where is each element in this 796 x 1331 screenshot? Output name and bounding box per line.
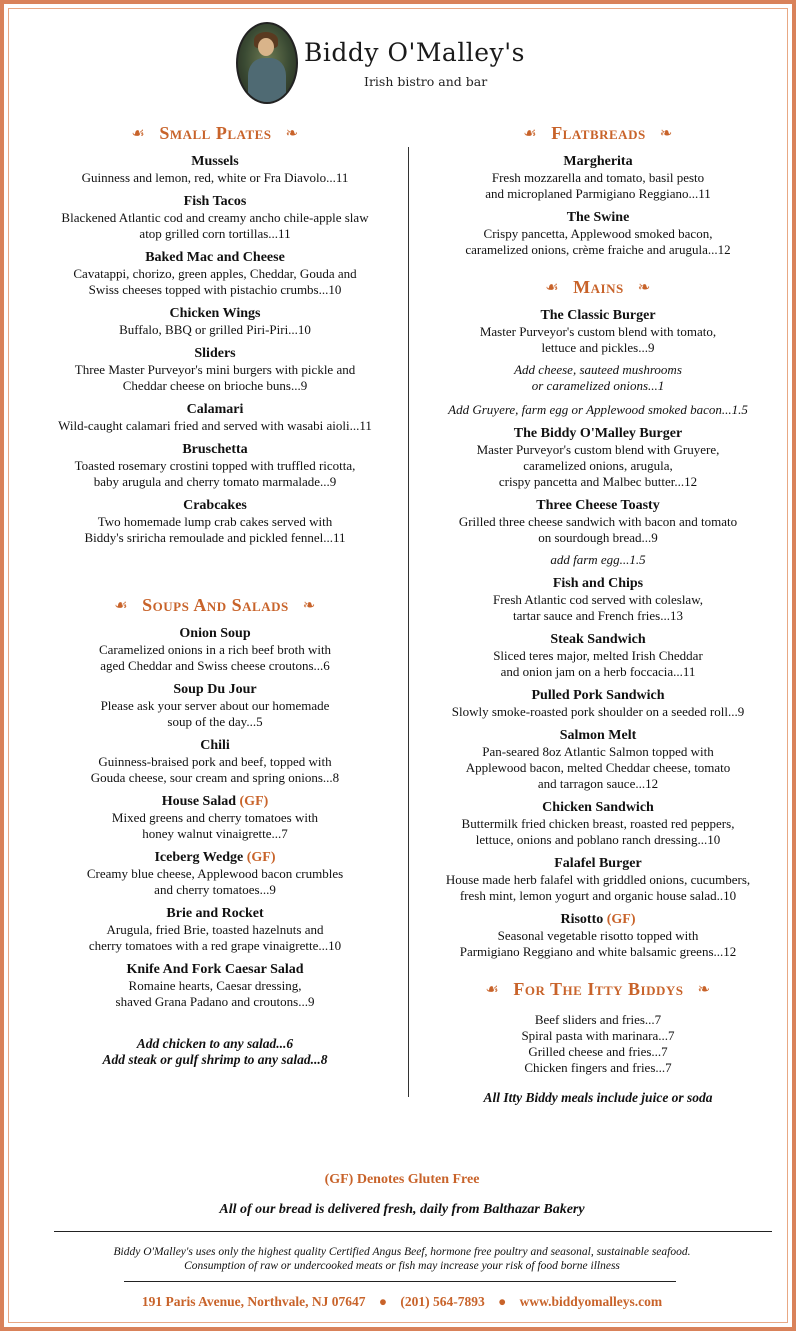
item-desc: lettuce, onions and poblano ranch dressing...10 xyxy=(475,832,721,847)
note-line: Add cheese, sauteed mushrooms xyxy=(514,362,682,377)
item-name: Mussels xyxy=(191,154,239,169)
item-desc: caramelized onions, arugula, xyxy=(523,458,673,473)
section-title: Flatbreads xyxy=(551,122,646,143)
kids-item: Chicken fingers and fries...7 xyxy=(524,1060,672,1075)
item-desc: Toasted rosemary crostini topped with truffled ricotta, xyxy=(74,458,356,473)
itty-biddys-list xyxy=(416,1012,780,1076)
item-desc: Pan-seared 8oz Atlantic Salmon topped with xyxy=(482,744,714,759)
item-desc: Slowly smoke-roasted pork shoulder on a seeded roll...9 xyxy=(451,704,745,719)
item-desc: crispy pancetta and Malbec butter...12 xyxy=(498,474,698,489)
menu-item-small-plate xyxy=(24,402,406,434)
soups-salads-list xyxy=(24,626,406,1010)
item-desc: Romaine hearts, Caesar dressing, xyxy=(128,978,302,993)
fine-print xyxy=(4,1245,796,1273)
item-desc: atop grilled corn tortillas...11 xyxy=(139,226,291,241)
item-name: Falafel Burger xyxy=(554,856,642,871)
menu-item-small-plate xyxy=(24,442,406,490)
item-desc: honey walnut vinaigrette...7 xyxy=(142,826,288,841)
gluten-free-legend: (GF) Denotes Gluten Free xyxy=(324,1172,480,1187)
bullet-icon: ● xyxy=(498,1294,507,1309)
gluten-free-badge: (GF) xyxy=(239,794,269,809)
menu-item-soup-salad xyxy=(24,626,406,674)
item-desc: lettuce and pickles...9 xyxy=(541,340,655,355)
item-desc: baby arugula and cherry tomato marmalade...9 xyxy=(93,474,337,489)
item-desc: soup of the day...5 xyxy=(167,714,263,729)
item-desc: Please ask your server about our homemade xyxy=(100,698,330,713)
item-desc: Fresh mozzarella and tomato, basil pesto xyxy=(491,170,705,185)
item-name: Sliders xyxy=(194,346,236,361)
column-divider xyxy=(408,147,409,1097)
phone-link[interactable]: (201) 564-7893 xyxy=(400,1294,485,1309)
item-desc: and microplaned Parmigiano Reggiano...11 xyxy=(485,186,711,201)
menu-item-soup-salad xyxy=(24,850,406,898)
menu-item-small-plate xyxy=(24,250,406,298)
fine-print-line: Consumption of raw or undercooked meats or fish may increase your risk of food borne illness xyxy=(184,1260,620,1272)
item-desc: and tarragon sauce...12 xyxy=(537,776,659,791)
item-desc: tartar sauce and French fries...13 xyxy=(512,608,683,623)
item-desc: Biddy's sriricha remoulade and pickled fennel...11 xyxy=(84,530,346,545)
note-line: or caramelized onions...1 xyxy=(531,378,665,393)
item-desc: aged Cheddar and Swiss cheese croutons...6 xyxy=(100,658,330,673)
kids-item: Grilled cheese and fries...7 xyxy=(528,1044,668,1059)
menu-item-main xyxy=(416,498,780,568)
menu-item-main xyxy=(416,912,780,960)
item-note: add farm egg...1.5 xyxy=(550,552,646,567)
menu-item-small-plate xyxy=(24,498,406,546)
swirl-right-icon: ❧ xyxy=(637,279,651,296)
menu-item-small-plate xyxy=(24,194,406,242)
section-heading-soups-salads xyxy=(24,592,406,618)
item-desc: Master Purveyor's custom blend with Gruyere, xyxy=(476,442,720,457)
item-desc: Mixed greens and cherry tomatoes with xyxy=(111,810,319,825)
item-name: Onion Soup xyxy=(179,626,251,641)
menu-item-main xyxy=(416,800,780,848)
menu-item-main xyxy=(416,728,780,792)
menu-item-flatbread xyxy=(416,154,780,202)
item-note xyxy=(416,362,780,394)
mains-list xyxy=(416,426,780,960)
item-desc: Cavatappi, chorizo, green apples, Cheddar, Gouda and xyxy=(73,266,357,281)
address: 191 Paris Avenue, Northvale, NJ 07647 xyxy=(141,1294,366,1309)
item-desc: Creamy blue cheese, Applewood bacon crumbles xyxy=(86,866,344,881)
item-desc: fresh mint, lemon yogurt and organic house salad..10 xyxy=(459,888,737,903)
item-name: Bruschetta xyxy=(182,442,248,457)
menu-item-soup-salad xyxy=(24,962,406,1010)
swirl-left-icon: ☙ xyxy=(523,125,538,142)
website-link[interactable]: www.biddyomalleys.com xyxy=(519,1294,663,1309)
portrait-icon xyxy=(236,22,298,104)
menu-item-main xyxy=(416,576,780,624)
item-desc: Guinness and lemon, red, white or Fra Diavolo...11 xyxy=(81,170,349,185)
section-heading-small-plates xyxy=(24,120,406,146)
section-title: Small Plates xyxy=(159,122,272,143)
item-desc: Master Purveyor's custom blend with tomato, xyxy=(479,324,717,339)
item-desc: Blackened Atlantic cod and creamy ancho chile-apple slaw xyxy=(61,210,369,225)
item-desc: Fresh Atlantic cod served with coleslaw, xyxy=(493,592,703,607)
brand-tagline: Irish bistro and bar xyxy=(364,74,488,89)
item-name: Brie and Rocket xyxy=(166,906,264,921)
item-name: Iceberg Wedge (GF) xyxy=(154,850,276,865)
item-desc: Gouda cheese, sour cream and spring onions...8 xyxy=(90,770,340,785)
menu-item-main xyxy=(416,632,780,680)
item-name: Calamari xyxy=(186,402,244,417)
swirl-right-icon: ❧ xyxy=(302,597,316,614)
fine-print-line: Biddy O'Malley's uses only the highest quality Certified Angus Beef, hormone free poultry and seasonal, sustainable seafood. xyxy=(113,1246,691,1258)
item-name: Fish Tacos xyxy=(183,194,247,209)
item-note: Add Gruyere, farm egg or Applewood smoked bacon...1.5 xyxy=(448,402,748,417)
left-column xyxy=(24,120,406,1068)
item-name: Steak Sandwich xyxy=(550,632,646,647)
swirl-left-icon: ☙ xyxy=(485,981,500,998)
item-desc: Swiss cheeses topped with pistachio crumbs...10 xyxy=(88,282,342,297)
swirl-left-icon: ☙ xyxy=(131,125,146,142)
section-heading-mains xyxy=(416,274,780,300)
menu-item-soup-salad xyxy=(24,906,406,954)
swirl-right-icon: ❧ xyxy=(659,125,673,142)
contact-bar xyxy=(4,1294,796,1310)
item-desc: Caramelized onions in a rich beef broth with xyxy=(98,642,332,657)
item-desc: Two homemade lump crab cakes served with xyxy=(97,514,333,529)
item-name: Risotto (GF) xyxy=(560,912,636,927)
itty-biddys-note: All Itty Biddy meals include juice or soda xyxy=(483,1090,713,1105)
item-name: Chili xyxy=(200,738,230,753)
item-desc: caramelized onions, crème fraiche and arugula...12 xyxy=(465,242,731,257)
bullet-icon: ● xyxy=(378,1294,387,1309)
section-title: Soups And Salads xyxy=(142,594,289,615)
menu-item-soup-salad xyxy=(24,738,406,786)
item-desc: Cheddar cheese on brioche buns...9 xyxy=(122,378,308,393)
menu-item-small-plate xyxy=(24,346,406,394)
menu-item-soup-salad xyxy=(24,682,406,730)
item-name: Crabcakes xyxy=(183,498,247,513)
item-desc: Buttermilk fried chicken breast, roasted red peppers, xyxy=(461,816,735,831)
salad-addon: Add chicken to any salad...6 xyxy=(136,1036,294,1051)
item-desc: Guinness-braised pork and beef, topped with xyxy=(98,754,332,769)
item-name: Chicken Wings xyxy=(169,306,261,321)
brand-logo xyxy=(236,18,536,104)
menu-item-soup-salad xyxy=(24,794,406,842)
item-desc: Wild-caught calamari fried and served with wasabi aioli...11 xyxy=(58,418,372,433)
brand-name: Biddy O'Malley's xyxy=(304,38,525,67)
bread-note: All of our bread is delivered fresh, daily from Balthazar Bakery xyxy=(219,1202,585,1217)
item-desc: Three Master Purveyor's mini burgers with pickle and xyxy=(74,362,356,377)
section-title: Mains xyxy=(573,276,624,297)
gluten-free-badge: (GF) xyxy=(606,912,636,927)
swirl-left-icon: ☙ xyxy=(545,279,560,296)
flatbreads-list xyxy=(416,154,780,258)
section-heading-itty-biddys xyxy=(416,976,780,1002)
menu-item-small-plate xyxy=(24,154,406,186)
item-desc: cherry tomatoes with a red grape vinaigrette...10 xyxy=(88,938,342,953)
gluten-free-badge: (GF) xyxy=(246,850,276,865)
swirl-right-icon: ❧ xyxy=(285,125,299,142)
item-desc: and onion jam on a herb foccacia...11 xyxy=(500,664,696,679)
item-desc: Seasonal vegetable risotto topped with xyxy=(497,928,699,943)
swirl-left-icon: ☙ xyxy=(114,597,129,614)
item-name: Margherita xyxy=(563,154,633,169)
swirl-right-icon: ❧ xyxy=(697,981,711,998)
footer-divider xyxy=(124,1281,676,1282)
item-name: Fish and Chips xyxy=(552,576,644,591)
item-name: Three Cheese Toasty xyxy=(536,498,660,513)
section-title: For The Itty Biddys xyxy=(513,978,684,999)
item-name: The Swine xyxy=(566,210,630,225)
small-plates-list xyxy=(24,154,406,546)
item-desc: Parmigiano Reggiano and white balsamic greens...12 xyxy=(459,944,737,959)
item-name: Chicken Sandwich xyxy=(542,800,654,815)
menu-item-small-plate xyxy=(24,306,406,338)
item-name: Soup Du Jour xyxy=(173,682,257,697)
item-desc: Sliced teres major, melted Irish Cheddar xyxy=(493,648,703,663)
kids-item: Beef sliders and fries...7 xyxy=(534,1012,662,1027)
item-name: Knife And Fork Caesar Salad xyxy=(126,962,304,977)
item-desc: shaved Grana Padano and croutons...9 xyxy=(115,994,315,1009)
item-name: The Biddy O'Malley Burger xyxy=(513,426,683,441)
item-desc: Arugula, fried Brie, toasted hazelnuts and xyxy=(106,922,324,937)
menu-item-flatbread xyxy=(416,210,780,258)
right-column xyxy=(416,120,780,1106)
menu-item-main xyxy=(416,856,780,904)
menu-item-main xyxy=(416,688,780,720)
item-name: Salmon Melt xyxy=(559,728,637,743)
item-desc: House made herb falafel with griddled onions, cucumbers, xyxy=(445,872,751,887)
section-heading-flatbreads xyxy=(416,120,780,146)
kids-item: Spiral pasta with marinara...7 xyxy=(521,1028,675,1043)
item-name: Pulled Pork Sandwich xyxy=(531,688,665,703)
item-desc: Crispy pancetta, Applewood smoked bacon, xyxy=(483,226,713,241)
menu-item-classic-burger xyxy=(416,308,780,418)
salad-addon: Add steak or gulf shrimp to any salad...8 xyxy=(102,1052,328,1067)
footer-divider xyxy=(54,1231,772,1232)
item-desc: Grilled three cheese sandwich with bacon and tomato xyxy=(458,514,738,529)
item-desc: Buffalo, BBQ or grilled Piri-Piri...10 xyxy=(119,322,311,337)
item-name: House Salad (GF) xyxy=(161,794,269,809)
item-desc: Applewood bacon, melted Cheddar cheese, tomato xyxy=(465,760,731,775)
item-desc: on sourdough bread...9 xyxy=(538,530,658,545)
item-name: Baked Mac and Cheese xyxy=(145,250,285,265)
item-desc: and cherry tomatoes...9 xyxy=(154,882,276,897)
item-name: The Classic Burger xyxy=(540,308,656,323)
menu-item-main xyxy=(416,426,780,490)
